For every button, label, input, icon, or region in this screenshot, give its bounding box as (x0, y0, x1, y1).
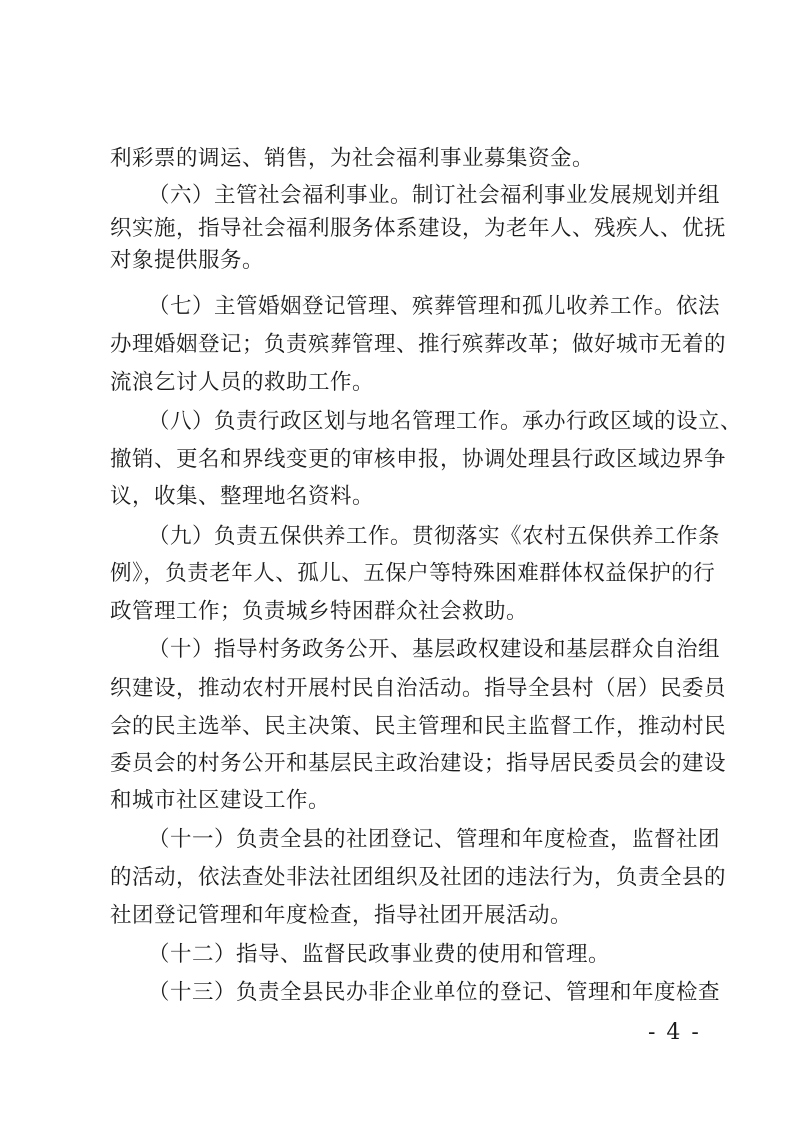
text-line: （十一）负责全县的社团登记、管理和年度检查，监督社团 (148, 827, 721, 852)
text-line: 议，收集、整理地名资料。 (110, 484, 375, 509)
text-line: 织实施，指导社会福利服务体系建设，为老年人、残疾人、优抚 (110, 216, 727, 241)
text-line: 利彩票的调运、销售，为社会福利事业募集资金。 (110, 146, 595, 171)
page-number: - 4 - (648, 1020, 701, 1045)
text-line: 织建设，推动农村开展村民自治活动。指导全县村（居）民委员 (110, 676, 727, 701)
text-line: （十二）指导、监督民政事业费的使用和管理。 (148, 942, 611, 967)
text-line: （十）指导村务政务公开、基层政权建设和基层群众自治组 (148, 637, 721, 662)
text-line: 委员会的村务公开和基层民主政治建设；指导居民委员会的建设 (110, 751, 727, 776)
text-line: 例》，负责老年人、孤儿、五保户等特殊困难群体权益保护的行 (110, 561, 716, 586)
text-line: 会的民主选举、民主决策、民主管理和民主监督工作，推动村民 (110, 714, 727, 739)
text-line: 对象提供服务。 (110, 248, 265, 273)
text-line: （八）负责行政区划与地名管理工作。承办行政区域的设立、 (148, 409, 743, 434)
text-line: 办理婚姻登记；负责殡葬管理、推行殡葬改革；做好城市无着的 (110, 332, 727, 357)
text-line: （十三）负责全县民办非企业单位的登记、管理和年度检查 (148, 980, 721, 1005)
text-line: （七）主管婚姻登记管理、殡葬管理和孤儿收养工作。依法 (148, 294, 721, 319)
text-line: 流浪乞讨人员的救助工作。 (110, 370, 375, 395)
text-line: 和城市社区建设工作。 (110, 788, 331, 813)
text-line: 撤销、更名和界线变更的审核申报，协调处理县行政区域边界争 (110, 447, 727, 472)
text-line: 社团登记管理和年度检查，指导社团开展活动。 (110, 903, 573, 928)
text-line: （六）主管社会福利事业。制订社会福利事业发展规划并组 (148, 183, 721, 208)
text-line: 政管理工作；负责城乡特困群众社会救助。 (110, 599, 529, 624)
text-line: 的活动，依法查处非法社团组织及社团的违法行为，负责全县的 (110, 865, 727, 890)
text-line: （九）负责五保供养工作。贯彻落实《农村五保供养工作条 (148, 524, 721, 549)
